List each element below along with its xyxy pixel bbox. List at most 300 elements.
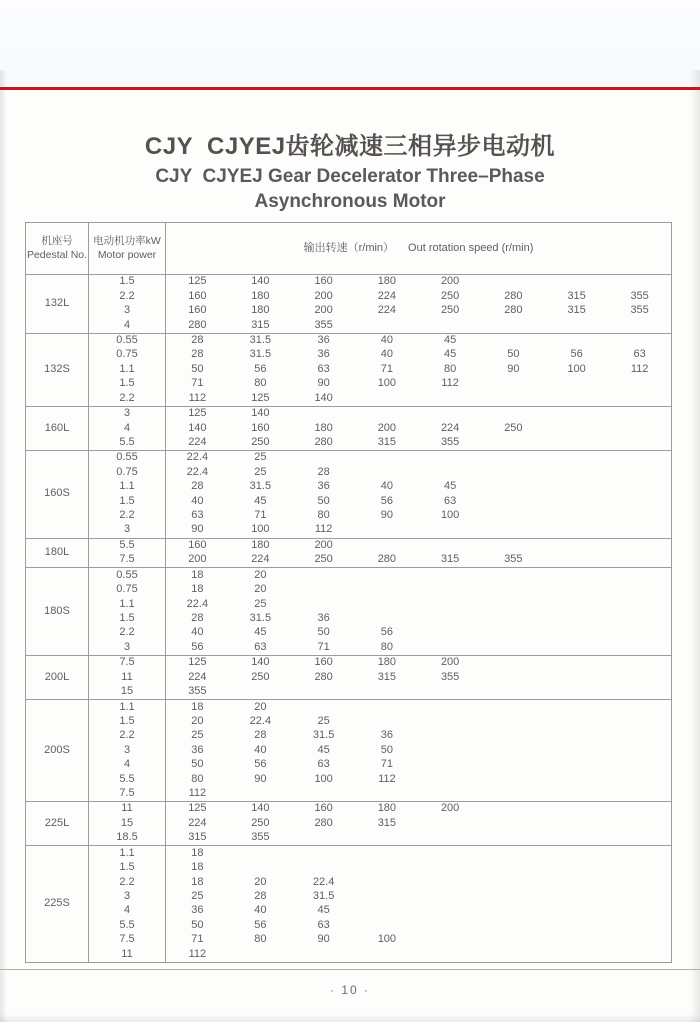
table-row — [26, 861, 672, 875]
speed-empty-cell — [545, 787, 608, 802]
speed-value-cell: 22.4 — [166, 451, 229, 466]
speed-value-cell: 56 — [380, 494, 393, 507]
speed-empty-cell — [608, 831, 671, 846]
speed-value-cell: 45 — [317, 904, 330, 917]
speed-empty-cell — [482, 538, 545, 553]
speed-empty-cell — [419, 758, 482, 772]
speed-value-cell: 112 — [188, 787, 207, 800]
speed-empty-cell — [482, 933, 545, 947]
speed-empty-cell — [419, 568, 482, 583]
table-row — [26, 933, 672, 947]
speed-empty-cell — [608, 568, 671, 583]
speed-empty-cell — [545, 655, 608, 670]
speed-empty-cell — [292, 861, 355, 875]
speed-empty-cell — [482, 451, 545, 466]
speed-value-cell: 315 — [440, 553, 460, 566]
motor-power-cell: 2.2 — [89, 626, 166, 640]
speed-value-cell: 280 — [314, 816, 333, 829]
speed-empty-cell — [608, 787, 671, 802]
speed-value-cell: 63 — [317, 758, 330, 771]
table-row — [26, 670, 672, 684]
table-row — [26, 831, 672, 846]
column-header-speed — [166, 223, 672, 275]
speed-empty-cell — [608, 509, 671, 523]
speed-empty-cell — [419, 890, 482, 904]
motor-power-cell: 2.2 — [89, 875, 166, 889]
speed-value-cell: 50 — [507, 348, 520, 361]
table-row — [26, 772, 672, 786]
speed-empty-cell — [482, 523, 545, 538]
speed-empty-cell — [608, 597, 671, 611]
speed-empty-cell — [482, 875, 545, 889]
speed-value-cell: 90 — [317, 377, 330, 390]
speed-empty-cell — [608, 685, 671, 700]
speed-value-cell: 28 — [191, 612, 204, 625]
speed-value-cell: 100 — [440, 509, 460, 522]
speed-value-cell: 31.5 — [312, 889, 335, 902]
speed-value-cell: 45 — [254, 494, 267, 507]
speed-empty-cell — [608, 947, 671, 962]
speed-value-cell: 45 — [444, 480, 457, 493]
speed-value-cell: 18 — [166, 846, 229, 861]
speed-empty-cell — [292, 787, 355, 802]
speed-value-cell: 355 — [188, 685, 207, 698]
pedestal-no-cell: 160S — [26, 451, 89, 539]
motor-power-cell: 2.2 — [89, 289, 166, 303]
speed-value-cell: 125 — [166, 802, 229, 817]
speed-empty-cell — [608, 626, 671, 640]
speed-empty-cell — [545, 933, 608, 947]
speed-value-cell: 180 — [251, 304, 270, 317]
speed-empty-cell — [608, 758, 671, 772]
speed-empty-cell — [545, 817, 608, 831]
speed-value-cell: 56 — [254, 918, 267, 931]
speed-value-cell: 56 — [254, 362, 267, 375]
table-row — [26, 729, 672, 743]
speed-value-cell: 25 — [254, 465, 267, 478]
speed-empty-cell — [355, 861, 418, 875]
speed-value-cell: 50 — [191, 918, 204, 931]
motor-power-cell: 18.5 — [89, 831, 166, 846]
table-header-row — [26, 223, 672, 275]
speed-empty-cell — [482, 466, 545, 480]
speed-value-cell: 224 — [188, 435, 207, 448]
speed-empty-cell — [545, 846, 608, 861]
speed-value-cell: 80 — [254, 933, 267, 946]
table-row — [26, 918, 672, 932]
table-row — [26, 743, 672, 757]
speed-value-cell: 280 — [314, 435, 333, 448]
speed-value-cell: 20 — [229, 700, 292, 715]
speed-value-cell: 125 — [166, 655, 229, 670]
table-row — [26, 802, 672, 817]
speed-value-cell: 56 — [380, 626, 393, 639]
speed-empty-cell — [545, 333, 608, 348]
speed-value-cell: 80 — [380, 640, 393, 653]
motor-power-cell: 3 — [89, 523, 166, 538]
speed-empty-cell — [545, 729, 608, 743]
motor-spec-table-wrapper — [25, 222, 672, 963]
motor-power-cell: 0.55 — [89, 333, 166, 348]
speed-empty-cell — [355, 875, 418, 889]
speed-empty-cell — [419, 597, 482, 611]
motor-power-cell: 7.5 — [89, 553, 166, 568]
speed-empty-cell — [419, 904, 482, 918]
speed-empty-cell — [482, 275, 545, 290]
speed-value-cell: 200 — [419, 275, 482, 290]
header-rule — [0, 87, 700, 90]
table-row — [26, 421, 672, 435]
speed-empty-cell — [292, 568, 355, 583]
speed-empty-cell — [545, 758, 608, 772]
table-row — [26, 553, 672, 568]
speed-empty-cell — [545, 612, 608, 626]
speed-empty-cell — [545, 831, 608, 846]
speed-value-cell: 71 — [254, 509, 267, 522]
speed-empty-cell — [608, 729, 671, 743]
speed-empty-cell — [545, 568, 608, 583]
speed-empty-cell — [482, 480, 545, 494]
speed-value-cell: 50 — [317, 494, 330, 507]
speed-empty-cell — [608, 538, 671, 553]
speed-value-cell: 250 — [251, 435, 270, 448]
motor-power-cell: 0.75 — [89, 583, 166, 597]
speed-empty-cell — [355, 890, 418, 904]
speed-empty-cell — [419, 451, 482, 466]
speed-value-cell: 100 — [377, 377, 397, 390]
speed-empty-cell — [419, 612, 482, 626]
speed-value-cell: 28 — [191, 348, 204, 361]
speed-value-cell: 25 — [317, 714, 330, 727]
speed-empty-cell — [292, 700, 355, 715]
speed-value-cell: 71 — [191, 377, 204, 390]
speed-empty-cell — [419, 685, 482, 700]
speed-value-cell: 200 — [314, 304, 333, 317]
speed-value-cell: 140 — [229, 802, 292, 817]
speed-value-cell: 80 — [444, 362, 457, 375]
speed-value-cell: 63 — [191, 509, 204, 522]
motor-power-cell: 1.1 — [89, 597, 166, 611]
motor-power-cell: 4 — [89, 904, 166, 918]
speed-value-cell: 28 — [191, 480, 204, 493]
column-header-pedestal-zh: 机座号 — [41, 235, 73, 248]
speed-value-cell: 112 — [314, 523, 333, 536]
speed-empty-cell — [545, 918, 608, 932]
pedestal-no-cell: 160L — [26, 406, 89, 450]
speed-empty-cell — [545, 890, 608, 904]
motor-power-cell: 1.5 — [89, 861, 166, 875]
speed-value-cell: 224 — [377, 304, 397, 317]
speed-value-cell: 280 — [504, 289, 523, 302]
speed-value-cell: 160 — [292, 802, 355, 817]
speed-empty-cell — [608, 802, 671, 817]
speed-value-cell: 36 — [317, 480, 330, 493]
speed-empty-cell — [545, 875, 608, 889]
table-row — [26, 685, 672, 700]
speed-empty-cell — [608, 583, 671, 597]
speed-value-cell: 25 — [229, 451, 292, 466]
speed-value-cell: 160 — [251, 421, 270, 434]
speed-empty-cell — [545, 715, 608, 729]
speed-value-cell: 160 — [292, 655, 355, 670]
speed-value-cell: 125 — [166, 275, 229, 290]
speed-value-cell: 28 — [166, 333, 229, 348]
motor-power-cell: 15 — [89, 817, 166, 831]
table-row — [26, 333, 672, 348]
speed-empty-cell — [355, 787, 418, 802]
speed-value-cell: 140 — [188, 421, 207, 434]
speed-value-cell: 25 — [191, 889, 204, 902]
speed-value-cell: 40 — [254, 904, 267, 917]
speed-value-cell: 100 — [251, 523, 270, 536]
speed-empty-cell — [482, 318, 545, 333]
speed-value-cell: 100 — [567, 362, 586, 375]
speed-empty-cell — [482, 831, 545, 846]
speed-value-cell: 63 — [317, 918, 330, 931]
speed-value-cell: 31.5 — [229, 333, 292, 348]
speed-empty-cell — [545, 494, 608, 508]
speed-empty-cell — [482, 846, 545, 861]
motor-power-cell: 11 — [89, 802, 166, 817]
speed-empty-cell — [482, 758, 545, 772]
speed-empty-cell — [482, 333, 545, 348]
speed-empty-cell — [355, 918, 418, 932]
speed-empty-cell — [608, 406, 671, 421]
speed-value-cell: 315 — [377, 435, 397, 448]
speed-empty-cell — [482, 787, 545, 802]
speed-empty-cell — [482, 391, 545, 406]
speed-value-cell: 20 — [254, 875, 267, 888]
speed-value-cell: 250 — [314, 553, 333, 566]
speed-empty-cell — [419, 846, 482, 861]
speed-empty-cell — [482, 583, 545, 597]
table-row — [26, 363, 672, 377]
pedestal-no-cell: 200L — [26, 655, 89, 699]
page-title-en-line2: Asynchronous Motor — [254, 191, 446, 212]
speed-value-cell: 20 — [229, 568, 292, 583]
speed-empty-cell — [608, 421, 671, 435]
speed-empty-cell — [482, 890, 545, 904]
speed-empty-cell — [608, 670, 671, 684]
speed-value-cell: 315 — [567, 289, 586, 302]
speed-empty-cell — [545, 670, 608, 684]
motor-spec-table — [25, 222, 672, 963]
speed-empty-cell — [545, 553, 608, 568]
motor-power-cell: 1.5 — [89, 275, 166, 290]
speed-value-cell: 80 — [254, 377, 267, 390]
speed-value-cell: 36 — [191, 904, 204, 917]
speed-empty-cell — [608, 451, 671, 466]
speed-value-cell: 125 — [166, 406, 229, 421]
speed-empty-cell — [545, 641, 608, 656]
speed-empty-cell — [355, 831, 418, 846]
speed-value-cell: 20 — [254, 583, 267, 596]
speed-value-cell: 90 — [380, 509, 393, 522]
speed-empty-cell — [545, 861, 608, 875]
table-row — [26, 817, 672, 831]
speed-value-cell: 45 — [317, 743, 330, 756]
motor-power-cell: 5.5 — [89, 918, 166, 932]
speed-value-cell: 180 — [251, 289, 270, 302]
speed-value-cell: 180 — [314, 421, 333, 434]
speed-empty-cell — [545, 406, 608, 421]
speed-empty-cell — [292, 846, 355, 861]
speed-empty-cell — [419, 715, 482, 729]
motor-power-cell: 11 — [89, 947, 166, 962]
speed-empty-cell — [482, 802, 545, 817]
speed-empty-cell — [545, 523, 608, 538]
speed-empty-cell — [355, 846, 418, 861]
speed-value-cell: 250 — [440, 289, 460, 302]
speed-value-cell: 56 — [570, 348, 583, 361]
speed-empty-cell — [482, 494, 545, 508]
speed-empty-cell — [229, 685, 292, 700]
speed-value-cell: 355 — [314, 318, 333, 331]
speed-value-cell: 36 — [380, 729, 393, 742]
speed-empty-cell — [482, 685, 545, 700]
table-row — [26, 494, 672, 508]
speed-value-cell: 31.5 — [249, 612, 272, 625]
motor-power-cell: 2.2 — [89, 729, 166, 743]
motor-power-cell: 5.5 — [89, 538, 166, 553]
column-header-speed-en: Out rotation speed (r/min) — [408, 241, 534, 254]
speed-value-cell: 280 — [188, 318, 207, 331]
speed-empty-cell — [608, 655, 671, 670]
motor-power-cell: 1.1 — [89, 480, 166, 494]
speed-value-cell: 40 — [355, 333, 418, 348]
speed-empty-cell — [355, 700, 418, 715]
pedestal-no-cell: 225L — [26, 802, 89, 846]
speed-empty-cell — [419, 831, 482, 846]
table-row — [26, 568, 672, 583]
table-row — [26, 715, 672, 729]
speed-empty-cell — [419, 641, 482, 656]
speed-value-cell: 36 — [317, 612, 330, 625]
speed-value-cell: 200 — [292, 538, 355, 553]
speed-value-cell: 45 — [444, 348, 457, 361]
motor-power-cell: 1.5 — [89, 715, 166, 729]
speed-empty-cell — [292, 406, 355, 421]
table-row — [26, 626, 672, 640]
speed-empty-cell — [608, 890, 671, 904]
table-row — [26, 904, 672, 918]
speed-value-cell: 100 — [377, 933, 397, 946]
speed-value-cell: 40 — [380, 348, 393, 361]
speed-value-cell: 71 — [317, 640, 330, 653]
motor-power-cell: 7.5 — [89, 787, 166, 802]
speed-empty-cell — [419, 947, 482, 962]
speed-value-cell: 28 — [317, 465, 330, 478]
motor-power-cell: 5.5 — [89, 436, 166, 451]
table-row — [26, 318, 672, 333]
speed-empty-cell — [545, 597, 608, 611]
speed-empty-cell — [355, 597, 418, 611]
speed-value-cell: 25 — [254, 597, 267, 610]
page-number: · 10 · — [329, 983, 370, 997]
table-body — [26, 275, 672, 963]
speed-value-cell: 20 — [191, 714, 204, 727]
motor-power-cell: 4 — [89, 421, 166, 435]
speed-empty-cell — [482, 729, 545, 743]
speed-value-cell: 180 — [355, 655, 418, 670]
table-row — [26, 700, 672, 715]
motor-power-cell: 4 — [89, 758, 166, 772]
speed-value-cell: 112 — [630, 362, 649, 375]
speed-value-cell: 160 — [166, 538, 229, 553]
speed-empty-cell — [608, 436, 671, 451]
speed-empty-cell — [292, 947, 355, 962]
speed-empty-cell — [545, 377, 608, 391]
motor-power-cell: 0.55 — [89, 568, 166, 583]
speed-empty-cell — [545, 421, 608, 435]
table-row — [26, 436, 672, 451]
speed-empty-cell — [608, 817, 671, 831]
speed-empty-cell — [482, 626, 545, 640]
speed-empty-cell — [482, 597, 545, 611]
speed-empty-cell — [355, 612, 418, 626]
speed-empty-cell — [482, 817, 545, 831]
speed-value-cell: 90 — [317, 933, 330, 946]
speed-value-cell: 112 — [188, 947, 207, 960]
motor-power-cell: 1.5 — [89, 612, 166, 626]
motor-power-cell: 1.1 — [89, 700, 166, 715]
speed-empty-cell — [355, 466, 418, 480]
table-row — [26, 391, 672, 406]
speed-value-cell: 50 — [317, 626, 330, 639]
motor-power-cell: 3 — [89, 890, 166, 904]
speed-value-cell: 45 — [419, 333, 482, 348]
speed-value-cell: 31.5 — [249, 480, 272, 493]
speed-empty-cell — [482, 568, 545, 583]
speed-value-cell: 140 — [229, 655, 292, 670]
column-header-pedestal — [26, 223, 89, 275]
speed-value-cell: 36 — [191, 743, 204, 756]
speed-empty-cell — [608, 846, 671, 861]
speed-empty-cell — [608, 700, 671, 715]
speed-empty-cell — [545, 275, 608, 290]
speed-empty-cell — [292, 597, 355, 611]
speed-value-cell: 22.4 — [249, 714, 272, 727]
speed-value-cell: 315 — [377, 816, 397, 829]
table-row — [26, 538, 672, 553]
column-header-power-en: Motor power — [97, 248, 157, 261]
speed-empty-cell — [355, 568, 418, 583]
table-row — [26, 289, 672, 303]
speed-value-cell: 160 — [292, 275, 355, 290]
speed-empty-cell — [608, 391, 671, 406]
speed-empty-cell — [355, 715, 418, 729]
table-row — [26, 509, 672, 523]
speed-empty-cell — [419, 918, 482, 932]
speed-value-cell: 63 — [633, 348, 646, 361]
speed-empty-cell — [229, 846, 292, 861]
speed-value-cell: 50 — [191, 362, 204, 375]
speed-value-cell: 63 — [254, 640, 267, 653]
table-row — [26, 406, 672, 421]
speed-empty-cell — [482, 772, 545, 786]
speed-empty-cell — [608, 612, 671, 626]
column-header-power — [89, 223, 166, 275]
speed-empty-cell — [545, 700, 608, 715]
speed-value-cell: 56 — [254, 758, 267, 771]
speed-value-cell: 355 — [630, 304, 649, 317]
speed-value-cell: 112 — [441, 377, 459, 390]
speed-value-cell: 71 — [380, 362, 393, 375]
motor-power-cell: 0.75 — [89, 348, 166, 362]
speed-empty-cell — [355, 538, 418, 553]
speed-value-cell: 63 — [317, 362, 330, 375]
speed-empty-cell — [482, 947, 545, 962]
